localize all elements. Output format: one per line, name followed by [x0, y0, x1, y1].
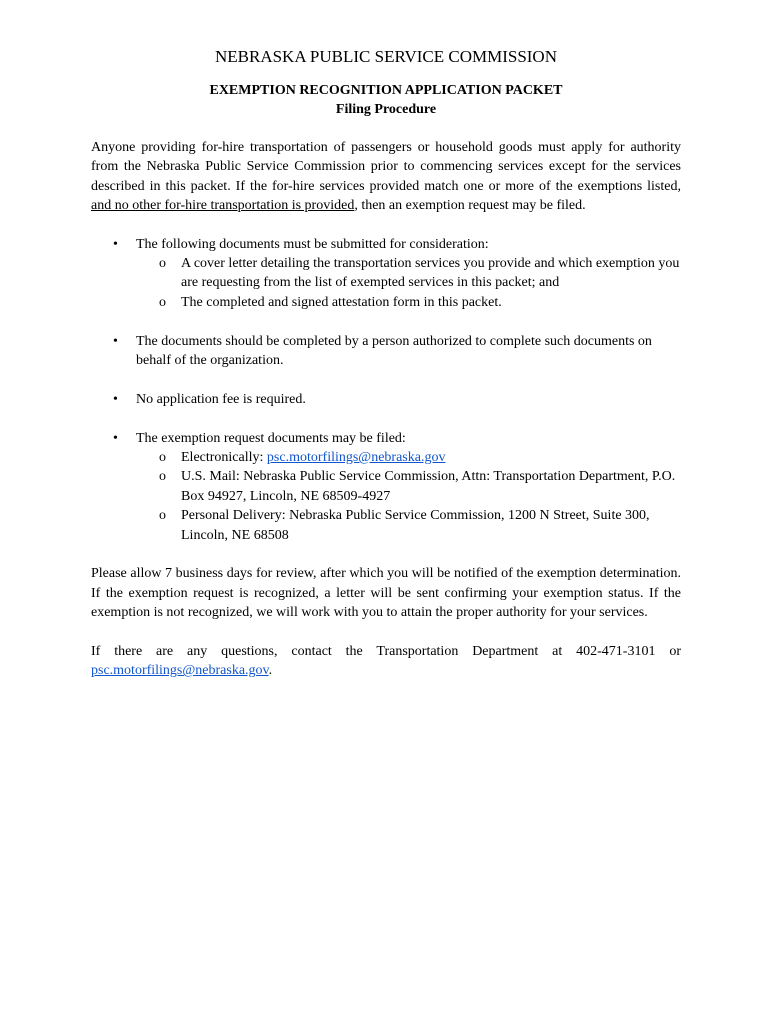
contact-email-link[interactable]: psc.motorfilings@nebraska.gov — [91, 663, 269, 679]
authorized-text: The documents should be completed by a person authorized to complete such documents on behalf of the organization. — [136, 333, 652, 369]
sub-item-attestation — [136, 293, 681, 312]
bullet-icon: • — [113, 333, 118, 349]
list-item-authorized — [91, 332, 681, 371]
sub-bullet-icon: o — [159, 508, 166, 524]
list-item-fee — [91, 390, 681, 409]
list-item-documents — [91, 235, 681, 313]
contact-end: . — [268, 663, 273, 679]
sub-item-cover-letter — [136, 254, 681, 293]
electronic-label: Electronically: — [181, 450, 267, 466]
sub-bullet-icon: o — [159, 469, 166, 485]
review-paragraph: Please allow 7 business days for review, after which you will be notified of the exemption determination. If the exemption request is recognized, a letter will be sent confirming your exemption status. If the exemption is not recognized, we will work with you to attain the proper authority for your services. — [91, 566, 681, 621]
requirements-list — [91, 235, 681, 545]
intro-text-after: , then an exemption request may be filed. — [354, 198, 586, 214]
sub-bullet-icon: o — [159, 450, 166, 466]
contact-paragraph — [91, 642, 681, 681]
cover-letter-text: A cover letter detailing the transportation services you provide and which exemption you are requesting from the list of exempted services in this packet; and — [181, 256, 680, 291]
paragraph-spacer — [91, 623, 681, 642]
intro-underlined-text: and no other for-hire transportation is provided — [91, 198, 355, 214]
document-page — [91, 46, 681, 681]
filing-sub-list — [136, 448, 681, 545]
bullet-icon: • — [113, 391, 118, 407]
fee-text: No application fee is required. — [136, 391, 306, 407]
intro-paragraph — [91, 138, 681, 216]
bullet-icon: • — [113, 430, 118, 446]
bullet-icon: • — [113, 236, 118, 252]
sub-bullet-icon: o — [159, 294, 166, 310]
sub-item-electronic — [136, 448, 681, 467]
agency-title: NEBRASKA PUBLIC SERVICE COMMISSION — [214, 47, 557, 66]
subtitle: Filing Procedure — [335, 102, 437, 117]
documents-sub-list — [136, 254, 681, 312]
sub-item-delivery — [136, 506, 681, 545]
delivery-text: Personal Delivery: Nebraska Public Service Commission, 1200 N Street, Suite 300, Lincoln, NE 68508 — [181, 508, 650, 543]
packet-title: EXEMPTION RECOGNITION APPLICATION PACKET — [209, 83, 563, 98]
contact-text: If there are any questions, contact the Transportation Department at 402-471-3101 or — [91, 644, 681, 660]
mail-text: U.S. Mail: Nebraska Public Service Commission, Attn: Transportation Department, P.O. Box 94927, Lincoln, NE 68509-4927 — [181, 469, 676, 504]
filing-text: The exemption request documents may be filed: — [136, 430, 406, 446]
sub-bullet-icon: o — [159, 256, 166, 272]
documents-text: The following documents must be submitted for consideration: — [136, 236, 489, 252]
electronic-email-link[interactable]: psc.motorfilings@nebraska.gov — [266, 450, 446, 466]
sub-item-mail — [136, 467, 681, 506]
attestation-text: The completed and signed attestation form in this packet. — [181, 294, 502, 310]
intro-text-before: Anyone providing for-hire transportation of passengers or household goods must apply for authority from the Nebraska Public Service Commission prior to commencing services except for the services described in this packet. If the for-hire services provided match one or more of the exemptions listed, — [91, 140, 681, 194]
list-item-filing — [91, 429, 681, 545]
